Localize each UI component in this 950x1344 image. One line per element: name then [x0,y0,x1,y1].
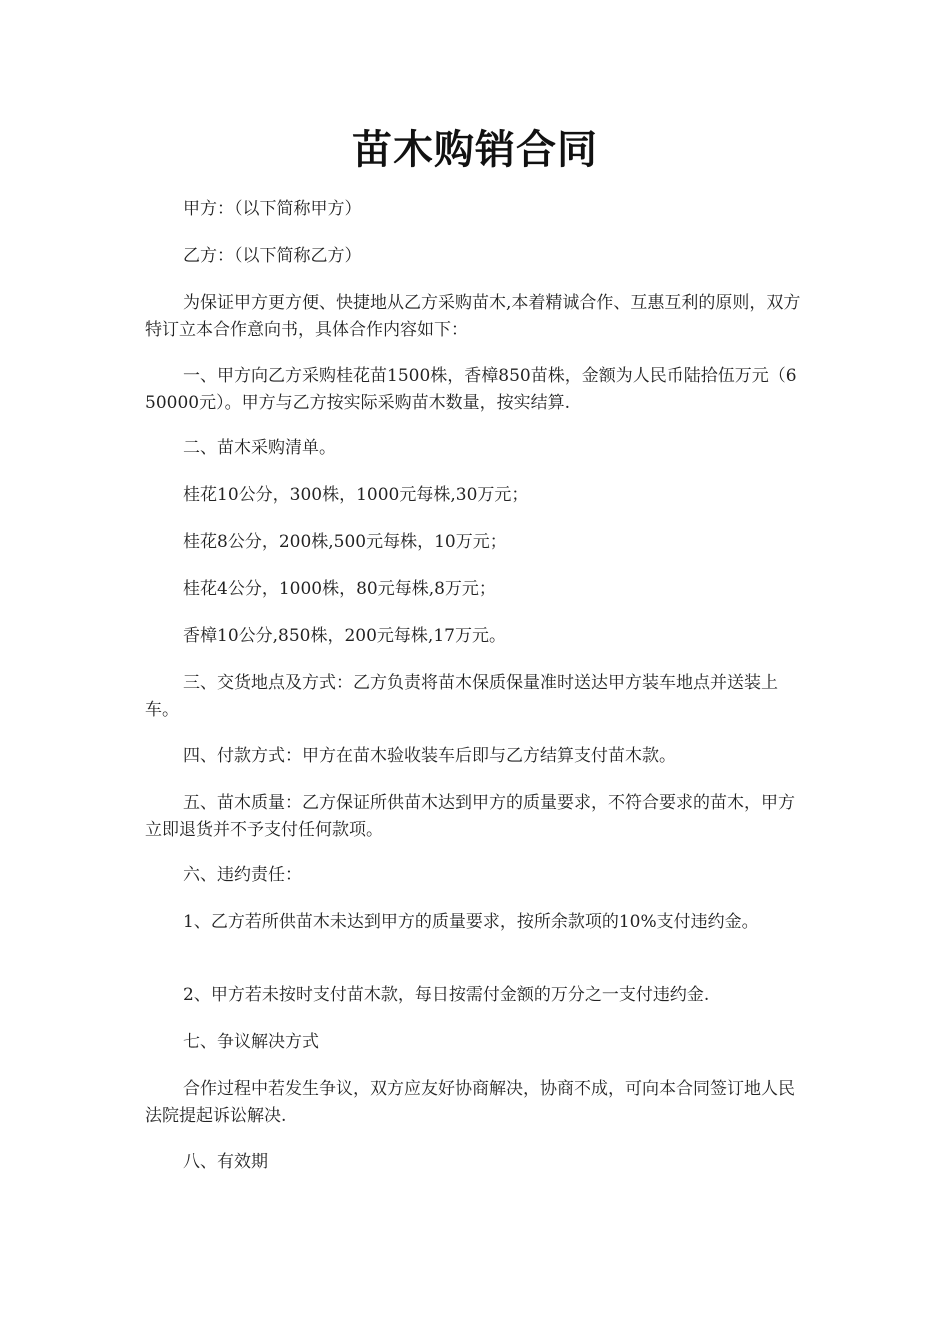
clause-7-heading: 七、争议解决方式 [183,1032,319,1052]
document-title: 苗木购销合同 [352,127,598,173]
preamble-paragraph: 为保证甲方更方便、快捷地从乙方采购苗木,本着精诚合作、互惠互利的原则，双方特订立本合作意向书，具体合作内容如下： [145,293,801,340]
clause-1-paragraph: 一、甲方向乙方采购桂花苗1500株，香樟850苗株，金额为人民币陆拾伍万元（650000元）。甲方与乙方按实际采购苗木数量，按实结算. [145,366,797,413]
purchase-list-item: 香樟10公分,850株，200元每株,17万元。 [183,626,506,646]
party-b-line: 乙方：（以下简称乙方） [183,246,362,266]
clause-4-paragraph: 四、付款方式：甲方在苗木验收装车后即与乙方结算支付苗木款。 [183,746,676,766]
clause-6-item-2: 2、甲方若未按时支付苗木款，每日按需付金额的万分之一支付违约金. [183,985,710,1005]
clause-8-heading: 八、有效期 [183,1152,268,1172]
clause-5-paragraph: 五、苗木质量：乙方保证所供苗木达到甲方的质量要求，不符合要求的苗木，甲方立即退货并不予支付任何款项。 [145,793,795,840]
party-a-line: 甲方：（以下简称甲方） [183,199,362,219]
clause-3-paragraph: 三、交货地点及方式：乙方负责将苗木保质保量准时送达甲方装车地点并送装上车。 [145,673,778,720]
purchase-list-item: 桂花10公分，300株，1000元每株,30万元； [183,485,529,505]
clause-7-paragraph: 合作过程中若发生争议，双方应友好协商解决，协商不成，可向本合同签订地人民法院提起诉讼解决. [145,1079,795,1126]
purchase-list-item: 桂花4公分，1000株，80元每株,8万元； [183,579,496,599]
clause-2-heading: 二、苗木采购清单。 [183,438,336,458]
purchase-list-item: 桂花8公分，200株,500元每株，10万元； [183,532,507,552]
clause-6-item-1: 1、乙方若所供苗木未达到甲方的质量要求，按所余款项的10%支付违约金。 [183,912,759,932]
clause-6-heading: 六、违约责任： [183,865,302,885]
